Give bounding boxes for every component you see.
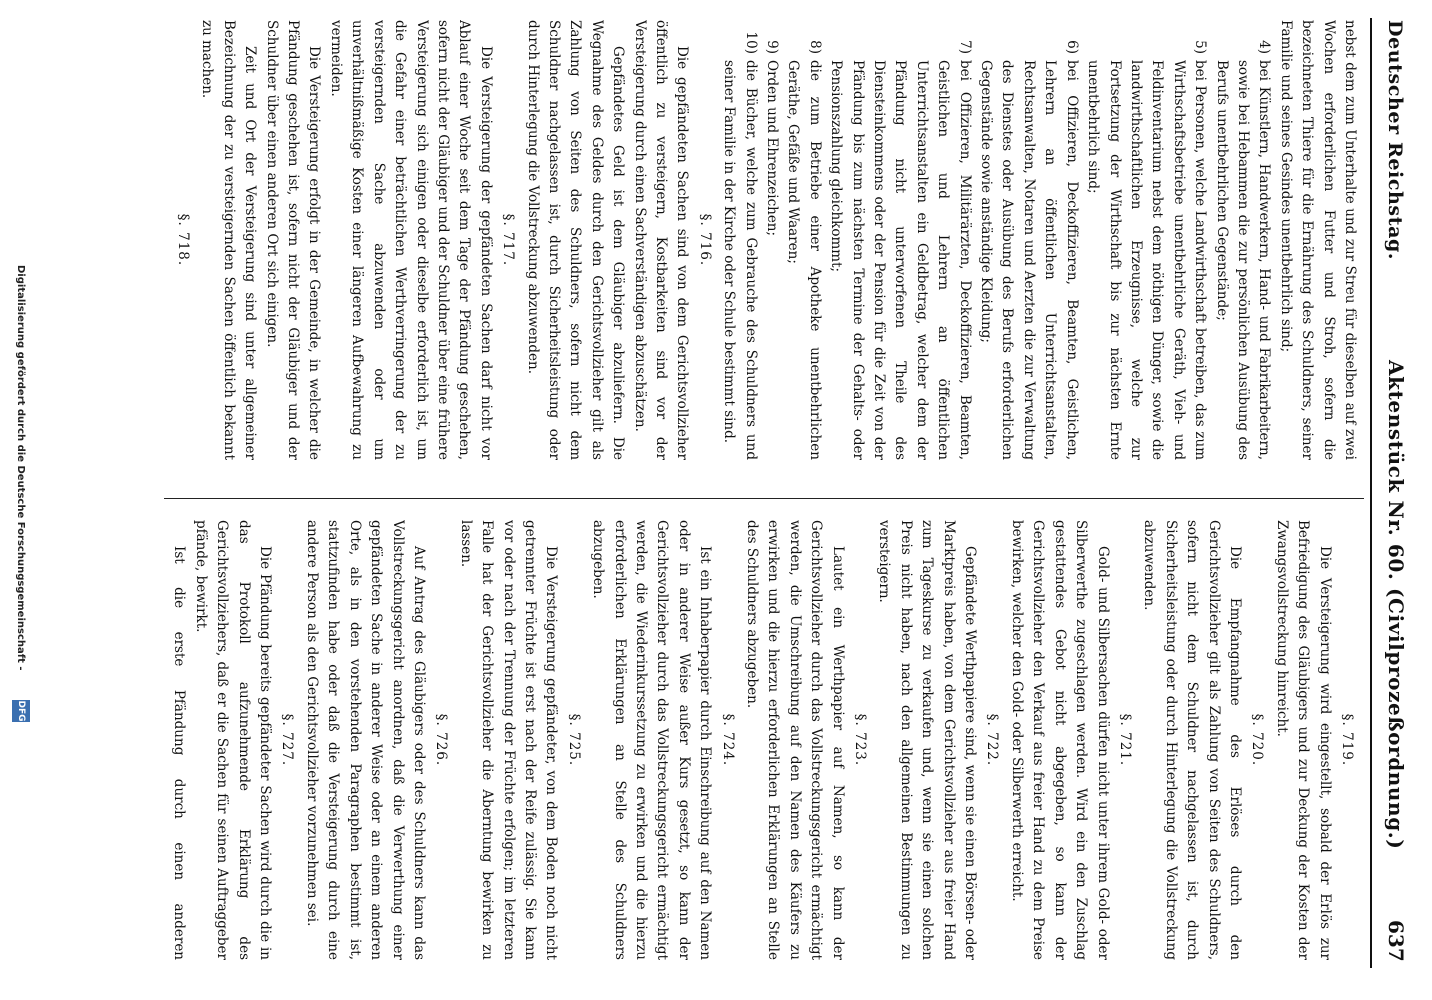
- paragraph: Ist ein Inhaberpapier durch Einschreibung auf den Namen oder in anderer Weise außer Kurs gesetzt, so kann der Gerichtsvollzieher durch das Vollstreckungsgericht ermächtigt werden, die Wiederinkurssetzung zu erwirken und die hierzu erforderlichen Erklärungen an Stelle des Schuldners abzugeben.: [590, 520, 714, 960]
- section-heading: §. 726.: [433, 713, 450, 767]
- right-column: [170, 520, 1360, 960]
- list-number: 6): [1063, 40, 1080, 54]
- paragraph: Die Pfändung bereits gepfändeter Sachen wird durch die in das Protokoll aufzunehmende Erklärung des Gerichtsvollziehers, daß er die Sachen für seinen Auftraggeber pfände, bewirkt.: [192, 520, 274, 960]
- list-number: 9): [764, 40, 781, 54]
- dfg-logo: DFG: [12, 700, 30, 722]
- paragraph: Die Versteigerung wird eingestellt, sobald der Erlös zur Befriedigung des Gläubigers und zur Deckung der Kosten der Zwangsvollstreckung hinreicht.: [1273, 520, 1333, 960]
- page-number: 637: [1384, 920, 1408, 962]
- list-item: [761, 20, 782, 460]
- section-heading: §. 727.: [279, 713, 296, 767]
- list-number: 7): [956, 40, 973, 54]
- header-title-center: Aktenstück Nr. 60. (Civilprozeßordnung.): [1384, 360, 1408, 850]
- paragraph: [170, 20, 171, 460]
- section-heading: §. 724.: [719, 713, 736, 767]
- section-heading: §. 721.: [1116, 713, 1133, 767]
- list-item: [1082, 20, 1210, 460]
- paragraph: Lautet ein Werthpapier auf Namen, so kann der Gerichtsvollzieher durch das Vollstreckungsgericht ermächtigt werden, die Umschreibung auf den Namen des Käufers zu erwirken und die hierzu erforderlichen Erklärungen an Stelle des Schuldners abzugeben.: [744, 520, 846, 960]
- paragraph: Auf Antrag des Gläubigers oder des Schuldners kann das Vollstreckungsgericht anordnen, daß die Verwerthung einer gepfändeten Sache in anderer Weise oder an einem anderen Orte, als in den vorstehenden Paragraphen bestimmt ist, stattzufinden habe oder daß die Versteigerung durch eine andere Person als den Gerichtsvollzieher vorzunehmen sei.: [303, 520, 427, 960]
- list-number: 5): [1192, 40, 1209, 54]
- digitization-footer: [0, 0, 40, 1000]
- paragraph: Die Versteigerung der gepfändeten Sachen darf nicht vor Ablauf einer Woche seit dem Tage der Pfändung geschehen, sofern nicht der Gläubiger und der Schuldner über eine frühere Versteigerung sich einigen oder dieselbe erforderlich ist, um die Gefahr einer beträchtlichen Werthverringerung der zu versteigernden Sache abzuwenden oder um unverhältnißmäßige Kosten einer längeren Aufbewahrung zu vermeiden.: [327, 20, 494, 460]
- paragraph: Die Versteigerung gepfändeter, von dem Boden noch nicht getrennter Früchte ist erst nach der Reife zulässig. Sie kann vor oder nach der Trennung der Früchte erfolgen; im letzteren Falle hat der Gerichtsvollzieher die Aberntung bewirken zu lassen.: [457, 520, 560, 960]
- list-text: bei Offizieren, Deckoffizieren, Beamten, Geistlichen, Lehrern an öffentlichen Unterrichtsanstalten, Rechtsanwalten, Notaren und Aerzten die zur Verwaltung des Dienstes oder Ausübung des Berufs erforderlichen Gegenstände sowie anständige Kleidung;: [978, 60, 1080, 460]
- section-heading: §. 725.: [565, 713, 582, 767]
- digitization-note: Digitalisierung gefördert durch die Deutsche Forschungsgemeinschaft -: [15, 265, 26, 671]
- paragraph: nebst dem zum Unterhalte und zur Streu für dieselben auf zwei Wochen erforderlichen Futter und Stroh, sofern die bezeichneten Thiere für die Ernährung des Schuldners, seiner Familie und seines Gesindes unentbehrlich sind;: [1277, 20, 1358, 460]
- paragraph: Gepfändete Werthpapiere sind, wenn sie einen Börsen- oder Marktpreis haben, von dem Gerichtsvollzieher aus freier Hand zum Tageskurse zu verkaufen und, wenn sie einen solchen Preis nicht haben, nach den allgemeinen Bestimmungen zu versteigern.: [876, 520, 979, 960]
- list-text: Orden und Ehrenzeichen;: [764, 60, 781, 237]
- section-heading: §. 716.: [696, 213, 713, 267]
- paragraph: Ist die erste Pfändung durch einen anderen: [171, 546, 188, 960]
- paragraph: Die gepfändeten Sachen sind von dem Gerichtsvollzieher öffentlich zu versteigern, Kostbarkeiten sind vor der Versteigerung durch einen Sachverständigen abzuschätzen.: [631, 20, 691, 460]
- list-item: [1210, 20, 1274, 460]
- section-heading: §. 720.: [1249, 713, 1266, 767]
- section-heading: §. 717.: [500, 213, 517, 267]
- section-heading: §. 723.: [852, 713, 869, 767]
- header-rule: [1370, 18, 1372, 968]
- paragraph: Zeit und Ort der Versteigerung sind unter allgemeiner Bezeichnung der zu versteigernden Sachen öffentlich bekannt zu machen.: [199, 20, 259, 460]
- list-text: bei Personen, welche Landwirthschaft betreiben, das zum Wirthschaftsbetriebe unentbehrliche Geräth, Vieh- und Feldinventarium nebst dem nöthigen Dünger, sowie die landwirthschaftlichen Erzeugnisse, welche zur Fortsetzung der Wirthschaft bis zur nächsten Ernte unentbehrlich sind;: [1085, 60, 1209, 460]
- list-number: 4): [1256, 40, 1273, 54]
- column-divider: [164, 498, 1364, 499]
- paragraph: Die Versteigerung erfolgt in der Gemeinde, in welcher die Pfändung geschehen ist, sofern nicht der Gläubiger und der Schuldner über einen anderen Ort sich einigen.: [263, 20, 323, 460]
- list-number: 8): [806, 40, 823, 54]
- paragraph: Gold- und Silbersachen dürfen nicht unter ihrem Gold- oder Silberwerthe zugeschlagen werden. Wird ein den Zuschlag gestattendes Gebot nicht abgegeben, so kann der Gerichtsvollzieher den Verkauf aus freier Hand zu dem Preise bewirken, welcher den Gold- oder Silberwerth erreicht.: [1008, 520, 1111, 960]
- list-item: [825, 20, 975, 460]
- list-text: bei Künstlern, Handwerkern, Hand- und Fabrikarbeitern, sowie bei Hebammen die zur persönlichen Ausübung des Berufs unentbehrlichen Gegenstände;: [1213, 60, 1273, 460]
- list-text: die Bücher, welche zum Gebrauche des Schuldners und seiner Familie in der Kirche oder Schule bestimmt sind.: [721, 60, 759, 460]
- list-number: 10): [742, 31, 759, 54]
- list-item: [975, 20, 1082, 460]
- list-item: [782, 20, 825, 460]
- section-heading: §. 718.: [175, 213, 192, 267]
- section-heading: §. 722.: [984, 713, 1001, 767]
- list-item: [718, 20, 761, 460]
- section-heading: §. 719.: [1339, 713, 1355, 767]
- header-title-left: Deutscher Reichstag.: [1384, 20, 1406, 261]
- left-column: [170, 20, 1360, 460]
- list-text: die zum Betriebe einer Apotheke unentbehrlichen Geräthe, Gefäße und Waaren;: [785, 60, 823, 460]
- list-text: bei Offizieren, Militärärzten, Deckoffizieren, Beamten, Geistlichen und Lehrern an öffentlichen Unterrichtsanstalten ein Geldbetrag, welcher dem der Pfändung nicht unterworfenen Theile des Diensteinkommens oder der Pension für die Zeit von der Pfändung bis zum nächsten Termine der Gehalts- oder Pensionszahlung gleichkommt;: [828, 60, 973, 460]
- paragraph: Die Empfangnahme des Erlöses durch den Gerichtsvollzieher gilt als Zahlung von Seiten des Schuldners, sofern nicht dem Schuldner nachgelassen ist, durch Sicherheitsleistung oder durch Hinterlegung die Vollstreckung abzuwenden.: [1141, 520, 1243, 960]
- paragraph: Gepfändetes Geld ist dem Gläubiger abzuliefern. Die Wegnahme des Geldes durch den Gerichtsvollzieher gilt als Zahlung von Seiten des Schuldners, sofern nicht dem Schuldner nachgelassen ist, durch Sicherheitsleistung oder durch Hinterlegung die Vollstreckung abzuwenden.: [524, 20, 627, 460]
